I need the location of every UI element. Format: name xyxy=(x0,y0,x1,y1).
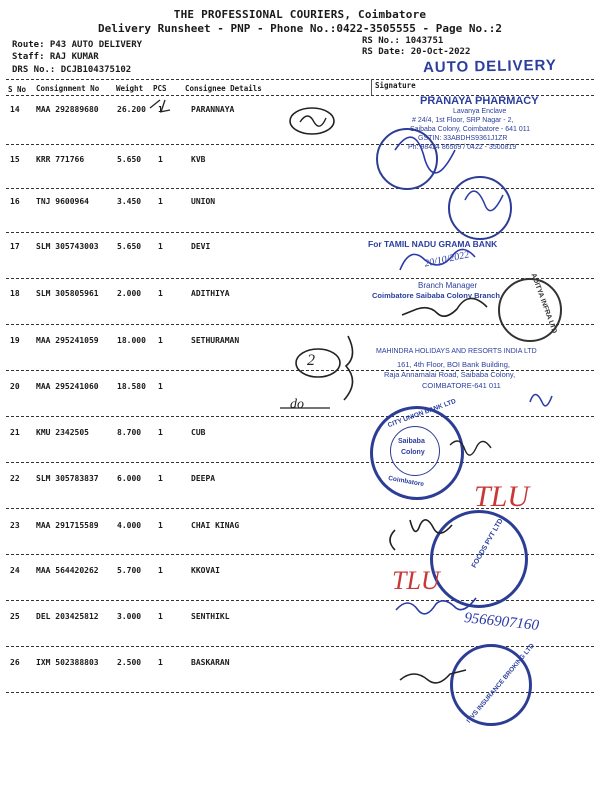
row-22-weight: 6.000 xyxy=(117,474,142,483)
rs-date-label: RS Date: 20-Oct-2022 xyxy=(362,47,471,57)
row-26-consignment: IXM 502388803 xyxy=(36,658,99,667)
row-20-sno: 20 xyxy=(10,382,20,391)
circle-mark-14 xyxy=(290,108,334,134)
handwritten-count: 2 xyxy=(307,352,315,369)
row-21-sno: 21 xyxy=(10,428,20,437)
row-23-consignment: MAA 291715589 xyxy=(36,521,99,530)
mahindra-stamp-line4: COIMBATORE-641 011 xyxy=(422,381,501,390)
signature-23 xyxy=(390,520,452,550)
row-16-consignee: UNION xyxy=(191,197,216,206)
row-21-weight: 8.700 xyxy=(117,428,142,437)
row-18-consignment: SLM 305805961 xyxy=(36,289,99,298)
cub-stamp-inner2: Colony xyxy=(401,449,425,456)
pranaya-stamp-line1: Lavanya Enclave xyxy=(453,108,507,115)
tngb-stamp-title: For TAMIL NADU GRAMA BANK xyxy=(368,239,498,249)
handwritten-tlu-2: TLU xyxy=(392,566,440,595)
circle-mark-19 xyxy=(296,349,340,377)
signature-21 xyxy=(450,441,491,455)
tngb-stamp-line2: Coimbatore Saibaba Colony Branch xyxy=(372,291,500,300)
row-15-weight: 5.650 xyxy=(117,155,142,164)
handwritten-date-17: 20/10/2022 xyxy=(423,249,471,270)
row-16-consignment: TNJ 9600964 xyxy=(36,197,89,206)
col-signature: Signature xyxy=(375,81,416,90)
mahindra-stamp-line1: MAHINDRA HOLIDAYS AND RESORTS INDIA LTD xyxy=(376,348,537,355)
row-21-pcs: 1 xyxy=(158,428,163,437)
row-15-consignment: KRR 771766 xyxy=(36,155,85,164)
signature-26 xyxy=(400,670,466,683)
mahindra-stamp-line2: 161, 4th Floor, BOI Bank Building, xyxy=(397,360,510,369)
row-26-weight: 2.500 xyxy=(117,658,142,667)
row-14-weight: 26.200 xyxy=(117,105,146,114)
route-label: Route: P43 AUTO DELIVERY xyxy=(12,40,143,50)
row-25-pcs: 1 xyxy=(158,612,163,621)
drs-label: DRS No.: DCJB104375102 xyxy=(12,65,132,75)
row-24-sno: 24 xyxy=(10,566,20,575)
row-17-pcs: 1 xyxy=(158,242,163,251)
staff-label: Staff: RAJ KUMAR xyxy=(12,52,99,62)
foods-stamp-text: FOODS PVT LTD xyxy=(470,517,505,570)
row-16-weight: 3.450 xyxy=(117,197,142,206)
col-sno: S No xyxy=(8,85,27,94)
row-24-consignment: MAA 564420262 xyxy=(36,566,99,575)
row-17-consignment: SLM 305743003 xyxy=(36,242,99,251)
pranaya-stamp-line5: Ph: 98424 86569 / 0422 - 3500819 xyxy=(408,144,517,151)
row-15-pcs: 1 xyxy=(158,155,163,164)
cub-stamp-bottom: Coimbatore xyxy=(387,474,425,489)
row-25-sno: 25 xyxy=(10,612,20,621)
auto-delivery-stamp: AUTO DELIVERY xyxy=(422,56,557,77)
row-22-pcs: 1 xyxy=(158,474,163,483)
handwritten-tlu-1: TLU xyxy=(474,480,530,513)
row-18-sno: 18 xyxy=(10,289,20,298)
row-15-sno: 15 xyxy=(10,155,20,164)
insurance-stamp-text: ITVS INSURANCE BROKING LTD xyxy=(465,642,536,725)
row-14-pcs: 1 xyxy=(158,105,163,114)
pranaya-stamp-name: PRANAYA PHARMACY xyxy=(420,95,539,107)
row-17-sno: 17 xyxy=(10,242,20,251)
cub-stamp-text: CITY UNION BANK LTD xyxy=(386,397,458,430)
row-26-sno: 26 xyxy=(10,658,20,667)
row-21-consignment: KMU 2342505 xyxy=(36,428,89,437)
signature-15 xyxy=(395,137,455,173)
signature-17 xyxy=(400,249,475,270)
row-23-weight: 4.000 xyxy=(117,521,142,530)
row-26-pcs: 1 xyxy=(158,658,163,667)
row-22-sno: 22 xyxy=(10,474,20,483)
col-consignee: Consignee Details xyxy=(185,84,262,93)
scribble-14 xyxy=(300,116,326,126)
row-23-pcs: 1 xyxy=(158,521,163,530)
row-14-sno: 14 xyxy=(10,105,20,114)
row-19-pcs: 1 xyxy=(158,336,163,345)
cub-stamp-inner1: Saibaba xyxy=(398,438,425,445)
row-16-sno: 16 xyxy=(10,197,20,206)
row-14-consignment: MAA 292889680 xyxy=(36,105,99,114)
row-17-consignee: DEVI xyxy=(191,242,211,251)
signature-20 xyxy=(530,395,552,406)
pranaya-stamp-line3: Saibaba Colony, Coimbatore - 641 011 xyxy=(410,126,530,133)
row-14-consignee: PARANNAYA xyxy=(191,105,235,114)
tngb-stamp-line1: Branch Manager xyxy=(418,281,478,290)
row-20-weight: 18.580 xyxy=(117,382,146,391)
company-title: THE PROFESSIONAL COURIERS, Coimbatore xyxy=(173,8,427,21)
col-weight: Weight xyxy=(116,84,144,93)
rs-no-label: RS No.: 1043751 xyxy=(362,36,444,46)
bracket-19-20 xyxy=(344,336,353,400)
row-25-weight: 3.000 xyxy=(117,612,142,621)
row-19-weight: 18.000 xyxy=(117,336,146,345)
pranaya-stamp-line2: # 24/4, 1st Floor, SRP Nagar - 2, xyxy=(412,117,514,124)
handwritten-phone: 9566907160 xyxy=(463,610,540,634)
row-24-weight: 5.700 xyxy=(117,566,142,575)
signature-25 xyxy=(396,598,476,614)
row-24-pcs: 1 xyxy=(158,566,163,575)
col-consignment: Consignment No xyxy=(36,84,100,93)
row-23-sno: 23 xyxy=(10,521,20,530)
row-16-pcs: 1 xyxy=(158,197,163,206)
aditya-stamp-text: ADITYA INFRA LTD xyxy=(529,272,558,335)
row-23-consignee: CHAI KINAG xyxy=(191,521,240,530)
row-20-pcs: 1 xyxy=(158,382,163,391)
row-25-consignment: DEL 203425812 xyxy=(36,612,99,621)
row-18-consignee: ADITHIYA xyxy=(191,289,230,298)
row-22-consignee: DEEPA xyxy=(191,474,216,483)
runsheet-title: Delivery Runsheet - PNP - Phone No.:0422-3505555 - Page No.:2 xyxy=(98,22,502,35)
signature-18 xyxy=(402,298,487,316)
signature-16 xyxy=(465,191,503,211)
row-21-consignee: CUB xyxy=(191,428,206,437)
col-pcs: PCS xyxy=(153,84,167,93)
pcs-scribble-14 xyxy=(150,100,170,112)
row-18-pcs: 1 xyxy=(158,289,163,298)
row-19-consignment: MAA 295241059 xyxy=(36,336,99,345)
pranaya-stamp-line4: GSTIN: 33ABDHS9361J1ZR xyxy=(418,135,508,142)
row-15-consignee: KVB xyxy=(191,155,206,164)
row-26-consignee: BASKARAN xyxy=(191,658,230,667)
row-19-consignee: SETHURAMAN xyxy=(191,336,240,345)
row-18-weight: 2.000 xyxy=(117,289,142,298)
mahindra-stamp-line3: Raja Annamalai Road, Saibaba Colony, xyxy=(384,370,516,379)
row-17-weight: 5.650 xyxy=(117,242,142,251)
row-22-consignment: SLM 305783837 xyxy=(36,474,99,483)
row-25-consignee: SENTHIKL xyxy=(191,612,230,621)
handwritten-ditto: do xyxy=(290,397,304,412)
row-20-consignment: MAA 295241060 xyxy=(36,382,99,391)
row-19-sno: 19 xyxy=(10,336,20,345)
row-24-consignee: KKOVAI xyxy=(191,566,220,575)
